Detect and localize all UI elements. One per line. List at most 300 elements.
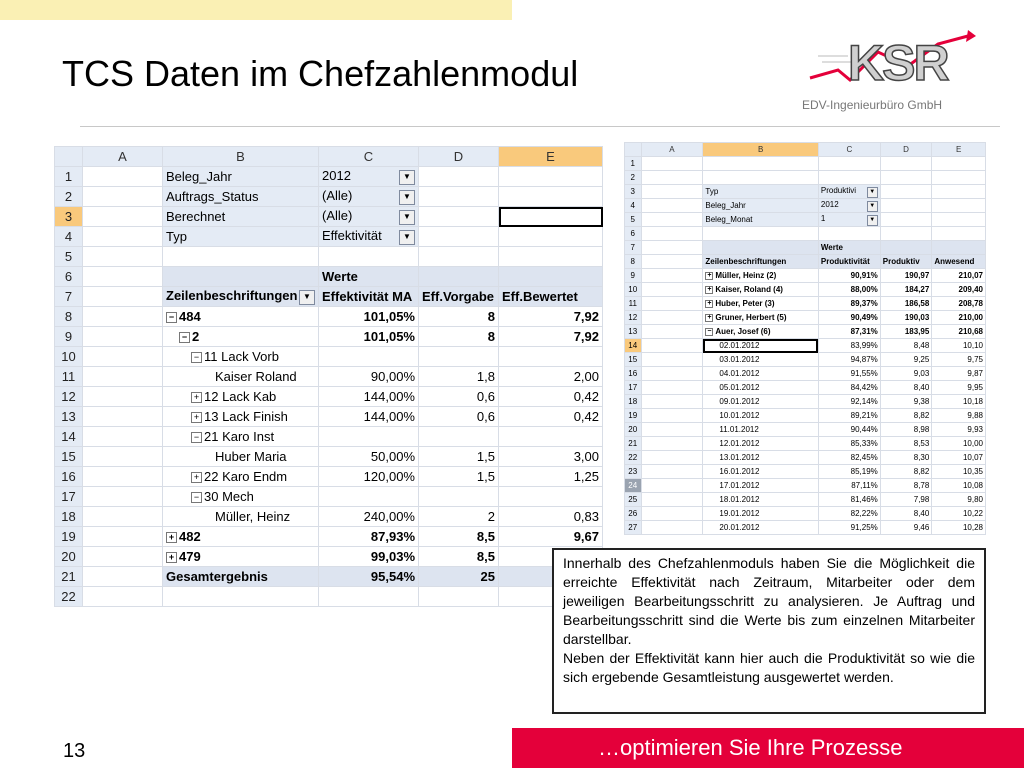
cell[interactable]: 90,49% bbox=[818, 311, 880, 325]
cell[interactable] bbox=[880, 213, 932, 227]
expand-icon[interactable]: + bbox=[191, 412, 202, 423]
pivot-row-label[interactable]: − 2 bbox=[163, 327, 319, 347]
sheet-corner[interactable] bbox=[625, 143, 642, 157]
cell[interactable]: 0,42 bbox=[499, 407, 603, 427]
cell[interactable]: 10,08 bbox=[932, 479, 986, 493]
pivot-row-label[interactable]: Beleg_Monat bbox=[703, 213, 819, 227]
row-header[interactable]: 24 bbox=[625, 479, 642, 493]
cell[interactable] bbox=[499, 267, 603, 287]
cell[interactable]: 184,27 bbox=[880, 283, 932, 297]
cell[interactable] bbox=[319, 427, 419, 447]
cell[interactable] bbox=[83, 527, 163, 547]
row-header[interactable]: 2 bbox=[55, 187, 83, 207]
pivot-row-label[interactable]: 04.01.2012 bbox=[703, 367, 819, 381]
filter-value[interactable]: (Alle) ▼ bbox=[319, 187, 419, 207]
cell[interactable]: 1,5 bbox=[419, 467, 499, 487]
cell[interactable]: 183,95 bbox=[880, 325, 932, 339]
cell[interactable] bbox=[880, 171, 932, 185]
cell[interactable] bbox=[83, 307, 163, 327]
cell[interactable]: 85,19% bbox=[818, 465, 880, 479]
pivot-row-label[interactable]: 11.01.2012 bbox=[703, 423, 819, 437]
cell[interactable]: 8 bbox=[419, 327, 499, 347]
cell[interactable]: 0,42 bbox=[499, 387, 603, 407]
cell[interactable]: 99,03% bbox=[319, 547, 419, 567]
cell[interactable] bbox=[932, 199, 986, 213]
cell[interactable]: 210,68 bbox=[932, 325, 986, 339]
pivot-row-label[interactable]: Beleg_Jahr bbox=[703, 199, 819, 213]
pivot-row-label[interactable] bbox=[703, 157, 819, 171]
expand-icon[interactable]: + bbox=[707, 285, 712, 293]
cell[interactable] bbox=[499, 187, 603, 207]
pivot-row-label[interactable]: + 482 bbox=[163, 527, 319, 547]
cell[interactable] bbox=[499, 487, 603, 507]
pivot-row-label[interactable]: Müller, Heinz bbox=[163, 507, 319, 527]
filter-active-icon[interactable]: ▼ bbox=[867, 187, 878, 198]
pivot-row-label[interactable]: + Gruner, Herbert (5) bbox=[703, 311, 819, 325]
collapse-icon[interactable]: − bbox=[191, 432, 202, 443]
cell[interactable]: 0,6 bbox=[419, 387, 499, 407]
cell[interactable] bbox=[83, 387, 163, 407]
cell[interactable] bbox=[419, 207, 499, 227]
cell[interactable]: 95,54% bbox=[319, 567, 419, 587]
cell[interactable]: 9,95 bbox=[932, 381, 986, 395]
cell[interactable] bbox=[83, 467, 163, 487]
row-header[interactable]: 27 bbox=[625, 521, 642, 535]
cell[interactable]: 9,03 bbox=[880, 367, 932, 381]
cell[interactable]: 89,21% bbox=[818, 409, 880, 423]
pivot-row-label[interactable]: − Auer, Josef (6) bbox=[703, 325, 819, 339]
pivot-row-label[interactable]: Huber Maria bbox=[163, 447, 319, 467]
row-header[interactable]: 16 bbox=[625, 367, 642, 381]
cell[interactable]: 190,97 bbox=[880, 269, 932, 283]
cell[interactable]: 240,00% bbox=[319, 507, 419, 527]
cell[interactable]: 1,5 bbox=[419, 447, 499, 467]
cell[interactable]: 209,40 bbox=[932, 283, 986, 297]
cell[interactable]: 9,67 bbox=[499, 527, 603, 547]
cell[interactable] bbox=[419, 587, 499, 607]
cell[interactable] bbox=[499, 227, 603, 247]
cell[interactable]: 8,98 bbox=[880, 423, 932, 437]
cell[interactable] bbox=[83, 487, 163, 507]
cell[interactable] bbox=[83, 567, 163, 587]
cell[interactable]: 90,00% bbox=[319, 367, 419, 387]
row-header[interactable]: 9 bbox=[625, 269, 642, 283]
cell[interactable] bbox=[83, 447, 163, 467]
cell[interactable]: 8,40 bbox=[880, 381, 932, 395]
filter-label[interactable]: Auftrags_Status bbox=[163, 187, 319, 207]
row-header[interactable]: 11 bbox=[625, 297, 642, 311]
cell[interactable]: 190,03 bbox=[880, 311, 932, 325]
cell[interactable] bbox=[83, 167, 163, 187]
cell[interactable] bbox=[641, 493, 703, 507]
cell[interactable] bbox=[932, 157, 986, 171]
cell[interactable] bbox=[641, 241, 703, 255]
cell[interactable] bbox=[83, 207, 163, 227]
cell[interactable]: 8,40 bbox=[880, 507, 932, 521]
cell[interactable] bbox=[641, 465, 703, 479]
cell[interactable]: 85,33% bbox=[818, 437, 880, 451]
cell[interactable]: 82,45% bbox=[818, 451, 880, 465]
pivot-row-label[interactable]: − 21 Karo Inst bbox=[163, 427, 319, 447]
pivot-row-label[interactable]: 05.01.2012 bbox=[703, 381, 819, 395]
pivot-row-label[interactable]: 17.01.2012 bbox=[703, 479, 819, 493]
pivot-row-label[interactable]: 20.01.2012 bbox=[703, 521, 819, 535]
row-header[interactable]: 11 bbox=[55, 367, 83, 387]
row-header[interactable]: 14 bbox=[55, 427, 83, 447]
pivot-row-label[interactable]: 03.01.2012 bbox=[703, 353, 819, 367]
column-header[interactable]: B bbox=[703, 143, 819, 157]
cell[interactable] bbox=[419, 427, 499, 447]
cell[interactable] bbox=[818, 157, 880, 171]
cell[interactable] bbox=[641, 325, 703, 339]
expand-icon[interactable]: + bbox=[166, 552, 177, 563]
pivot-row-label[interactable]: − 30 Mech bbox=[163, 487, 319, 507]
row-header[interactable]: 15 bbox=[55, 447, 83, 467]
cell[interactable]: 9,25 bbox=[880, 353, 932, 367]
cell[interactable]: 1 ▼ bbox=[818, 213, 880, 227]
cell[interactable] bbox=[319, 347, 419, 367]
cell[interactable]: 91,55% bbox=[818, 367, 880, 381]
row-header[interactable]: 13 bbox=[625, 325, 642, 339]
row-header[interactable]: 7 bbox=[55, 287, 83, 307]
row-header[interactable]: 1 bbox=[55, 167, 83, 187]
pivot-row-label[interactable] bbox=[703, 241, 819, 255]
cell[interactable]: Produktivität bbox=[818, 255, 880, 269]
cell[interactable]: 144,00% bbox=[319, 407, 419, 427]
cell[interactable]: 88,00% bbox=[818, 283, 880, 297]
filter-value[interactable]: 2012 ▼ bbox=[319, 167, 419, 187]
cell[interactable] bbox=[319, 587, 419, 607]
cell[interactable] bbox=[641, 409, 703, 423]
cell[interactable] bbox=[83, 287, 163, 307]
cell[interactable]: Anwesend bbox=[932, 255, 986, 269]
cell[interactable]: 0,83 bbox=[499, 507, 603, 527]
filter-label[interactable]: Berechnet bbox=[163, 207, 319, 227]
filter-active-icon[interactable]: ▼ bbox=[399, 230, 415, 245]
cell[interactable]: 82,22% bbox=[818, 507, 880, 521]
row-header[interactable]: 6 bbox=[625, 227, 642, 241]
cell[interactable] bbox=[932, 241, 986, 255]
cell[interactable]: 101,05% bbox=[319, 327, 419, 347]
column-header[interactable]: C bbox=[319, 147, 419, 167]
cell[interactable]: 8,48 bbox=[880, 339, 932, 353]
row-header[interactable]: 6 bbox=[55, 267, 83, 287]
pivot-values-header[interactable]: Werte bbox=[319, 267, 419, 287]
cell[interactable] bbox=[83, 507, 163, 527]
pivot-row-label[interactable]: + 22 Karo Endm bbox=[163, 467, 319, 487]
grand-total-label[interactable]: Gesamtergebnis bbox=[163, 567, 319, 587]
row-header[interactable]: 4 bbox=[55, 227, 83, 247]
row-header[interactable]: 12 bbox=[55, 387, 83, 407]
expand-icon[interactable]: + bbox=[707, 299, 712, 307]
row-header[interactable]: 12 bbox=[625, 311, 642, 325]
expand-icon[interactable]: + bbox=[166, 532, 177, 543]
pivot-row-label[interactable]: 10.01.2012 bbox=[703, 409, 819, 423]
cell[interactable]: 7,98 bbox=[880, 493, 932, 507]
cell[interactable] bbox=[641, 227, 703, 241]
cell[interactable] bbox=[83, 227, 163, 247]
column-header[interactable]: D bbox=[419, 147, 499, 167]
cell[interactable] bbox=[499, 427, 603, 447]
row-header[interactable]: 18 bbox=[625, 395, 642, 409]
cell[interactable] bbox=[641, 171, 703, 185]
row-header[interactable]: 19 bbox=[625, 409, 642, 423]
row-header[interactable]: 3 bbox=[55, 207, 83, 227]
cell[interactable]: 10,00 bbox=[932, 437, 986, 451]
cell[interactable] bbox=[419, 167, 499, 187]
cell[interactable]: 10,35 bbox=[932, 465, 986, 479]
cell[interactable]: 9,75 bbox=[932, 353, 986, 367]
cell[interactable]: 101,05% bbox=[319, 307, 419, 327]
cell[interactable]: 8,30 bbox=[880, 451, 932, 465]
cell[interactable] bbox=[419, 267, 499, 287]
pivot-row-label[interactable]: 02.01.2012 bbox=[703, 339, 819, 353]
cell[interactable] bbox=[83, 367, 163, 387]
row-header[interactable]: 17 bbox=[625, 381, 642, 395]
cell[interactable] bbox=[641, 283, 703, 297]
cell[interactable] bbox=[419, 227, 499, 247]
cell[interactable]: 208,78 bbox=[932, 297, 986, 311]
cell[interactable] bbox=[880, 227, 932, 241]
cell[interactable] bbox=[641, 199, 703, 213]
filter-label[interactable]: Typ bbox=[163, 227, 319, 247]
pivot-row-label[interactable] bbox=[703, 171, 819, 185]
cell[interactable]: 7,92 bbox=[499, 327, 603, 347]
cell[interactable]: 10,22 bbox=[932, 507, 986, 521]
row-header[interactable]: 1 bbox=[625, 157, 642, 171]
expand-icon[interactable]: + bbox=[707, 313, 712, 321]
column-header[interactable]: B bbox=[163, 147, 319, 167]
row-header[interactable]: 22 bbox=[625, 451, 642, 465]
collapse-icon[interactable]: − bbox=[191, 492, 202, 503]
cell[interactable] bbox=[932, 171, 986, 185]
pivot-row-label[interactable]: + Kaiser, Roland (4) bbox=[703, 283, 819, 297]
cell[interactable]: 210,07 bbox=[932, 269, 986, 283]
row-header[interactable]: 26 bbox=[625, 507, 642, 521]
cell[interactable]: 8,53 bbox=[880, 437, 932, 451]
pivot-row-labels-header[interactable]: Zeilenbeschriftungen ▼ bbox=[163, 287, 319, 307]
row-header[interactable]: 3 bbox=[625, 185, 642, 199]
cell[interactable] bbox=[880, 157, 932, 171]
cell[interactable]: 8,78 bbox=[880, 479, 932, 493]
collapse-icon[interactable]: − bbox=[179, 332, 190, 343]
filter-active-icon[interactable]: ▼ bbox=[399, 170, 415, 185]
row-header[interactable]: 19 bbox=[55, 527, 83, 547]
row-header[interactable]: 9 bbox=[55, 327, 83, 347]
cell[interactable] bbox=[83, 587, 163, 607]
cell[interactable] bbox=[83, 247, 163, 267]
filter-active-icon[interactable]: ▼ bbox=[867, 215, 878, 226]
cell[interactable] bbox=[641, 157, 703, 171]
cell[interactable]: 94,87% bbox=[818, 353, 880, 367]
cell[interactable] bbox=[163, 587, 319, 607]
cell[interactable] bbox=[83, 187, 163, 207]
cell[interactable]: 10,18 bbox=[932, 395, 986, 409]
cell[interactable]: 9,88 bbox=[932, 409, 986, 423]
cell[interactable]: 120,00% bbox=[319, 467, 419, 487]
cell[interactable]: 0,6 bbox=[419, 407, 499, 427]
cell[interactable] bbox=[83, 407, 163, 427]
cell[interactable]: 81,46% bbox=[818, 493, 880, 507]
cell[interactable] bbox=[641, 423, 703, 437]
filter-value[interactable]: Effektivität ▼ bbox=[319, 227, 419, 247]
cell[interactable]: 10,07 bbox=[932, 451, 986, 465]
cell[interactable] bbox=[641, 255, 703, 269]
filter-value[interactable]: (Alle) ▼ bbox=[319, 207, 419, 227]
cell[interactable]: 10,10 bbox=[932, 339, 986, 353]
dropdown-arrow-icon[interactable]: ▼ bbox=[399, 210, 415, 225]
cell[interactable]: 90,91% bbox=[818, 269, 880, 283]
cell[interactable] bbox=[641, 353, 703, 367]
cell[interactable] bbox=[641, 297, 703, 311]
cell[interactable]: 90,44% bbox=[818, 423, 880, 437]
cell[interactable] bbox=[641, 269, 703, 283]
cell[interactable]: 1,25 bbox=[499, 467, 603, 487]
column-header[interactable]: E bbox=[499, 147, 603, 167]
filter-active-icon[interactable]: ▼ bbox=[299, 290, 315, 305]
cell[interactable] bbox=[163, 247, 319, 267]
row-header[interactable]: 17 bbox=[55, 487, 83, 507]
cell[interactable] bbox=[419, 347, 499, 367]
cell[interactable] bbox=[641, 521, 703, 535]
cell[interactable]: 87,93% bbox=[319, 527, 419, 547]
pivot-row-label[interactable]: + 479 bbox=[163, 547, 319, 567]
pivot-row-label[interactable]: Kaiser Roland bbox=[163, 367, 319, 387]
pivot-row-label[interactable]: 19.01.2012 bbox=[703, 507, 819, 521]
cell[interactable]: 8 bbox=[419, 307, 499, 327]
pivot-row-label[interactable]: + Huber, Peter (3) bbox=[703, 297, 819, 311]
cell[interactable] bbox=[499, 167, 603, 187]
cell[interactable]: 9,46 bbox=[880, 521, 932, 535]
row-header[interactable]: 2 bbox=[625, 171, 642, 185]
collapse-icon[interactable]: − bbox=[191, 352, 202, 363]
row-header[interactable]: 18 bbox=[55, 507, 83, 527]
cell[interactable]: 144,00% bbox=[319, 387, 419, 407]
row-header[interactable]: 7 bbox=[625, 241, 642, 255]
cell[interactable] bbox=[641, 381, 703, 395]
cell[interactable]: 2012 ▼ bbox=[818, 199, 880, 213]
cell[interactable]: Produktivi ▼ bbox=[818, 185, 880, 199]
cell[interactable]: 8,5 bbox=[419, 527, 499, 547]
cell[interactable]: 9,93 bbox=[932, 423, 986, 437]
pivot-row-label[interactable]: Zeilenbeschriftungen bbox=[703, 255, 819, 269]
row-header[interactable]: 13 bbox=[55, 407, 83, 427]
cell[interactable]: 9,80 bbox=[932, 493, 986, 507]
row-header[interactable]: 20 bbox=[625, 423, 642, 437]
filter-label[interactable]: Beleg_Jahr bbox=[163, 167, 319, 187]
pivot-row-label[interactable]: + 13 Lack Finish bbox=[163, 407, 319, 427]
cell[interactable]: 87,11% bbox=[818, 479, 880, 493]
collapse-icon[interactable]: − bbox=[707, 327, 712, 335]
expand-icon[interactable]: + bbox=[191, 472, 202, 483]
cell[interactable] bbox=[641, 367, 703, 381]
row-header[interactable]: 4 bbox=[625, 199, 642, 213]
pivot-row-label[interactable]: 09.01.2012 bbox=[703, 395, 819, 409]
pivot-column-header[interactable]: Effektivität MA bbox=[319, 287, 419, 307]
cell[interactable]: 9,87 bbox=[932, 367, 986, 381]
cell[interactable]: 2 bbox=[419, 507, 499, 527]
cell[interactable]: 8,82 bbox=[880, 465, 932, 479]
cell[interactable]: 9,38 bbox=[880, 395, 932, 409]
row-header[interactable]: 21 bbox=[55, 567, 83, 587]
cell[interactable] bbox=[499, 347, 603, 367]
cell[interactable] bbox=[641, 213, 703, 227]
cell[interactable] bbox=[499, 247, 603, 267]
pivot-row-label[interactable]: − 484 bbox=[163, 307, 319, 327]
pivot-row-label[interactable]: 18.01.2012 bbox=[703, 493, 819, 507]
dropdown-arrow-icon[interactable]: ▼ bbox=[399, 190, 415, 205]
cell[interactable]: 8,82 bbox=[880, 409, 932, 423]
cell[interactable] bbox=[818, 227, 880, 241]
cell[interactable]: 91,25% bbox=[818, 521, 880, 535]
row-header[interactable]: 5 bbox=[55, 247, 83, 267]
cell[interactable] bbox=[880, 241, 932, 255]
cell[interactable] bbox=[419, 187, 499, 207]
cell[interactable] bbox=[641, 339, 703, 353]
cell[interactable] bbox=[641, 185, 703, 199]
pivot-row-label[interactable] bbox=[703, 227, 819, 241]
pivot-row-label[interactable]: − 11 Lack Vorb bbox=[163, 347, 319, 367]
pivot-row-label[interactable]: Typ bbox=[703, 185, 819, 199]
cell[interactable] bbox=[83, 427, 163, 447]
row-header[interactable]: 10 bbox=[625, 283, 642, 297]
column-header[interactable]: A bbox=[641, 143, 703, 157]
cell[interactable] bbox=[641, 451, 703, 465]
row-header[interactable]: 22 bbox=[55, 587, 83, 607]
cell[interactable]: 2,00 bbox=[499, 367, 603, 387]
row-header[interactable]: 25 bbox=[625, 493, 642, 507]
cell[interactable] bbox=[319, 247, 419, 267]
cell[interactable] bbox=[880, 185, 932, 199]
cell[interactable]: Werte bbox=[818, 241, 880, 255]
filter-active-icon[interactable]: ▼ bbox=[867, 201, 878, 212]
row-header[interactable]: 16 bbox=[55, 467, 83, 487]
cell[interactable]: 92,14% bbox=[818, 395, 880, 409]
cell[interactable] bbox=[818, 171, 880, 185]
cell[interactable] bbox=[641, 311, 703, 325]
cell[interactable]: 1,8 bbox=[419, 367, 499, 387]
column-header[interactable]: E bbox=[932, 143, 986, 157]
row-header[interactable]: 21 bbox=[625, 437, 642, 451]
pivot-row-label[interactable]: 12.01.2012 bbox=[703, 437, 819, 451]
cell[interactable]: 210,00 bbox=[932, 311, 986, 325]
cell[interactable] bbox=[641, 395, 703, 409]
cell[interactable] bbox=[83, 327, 163, 347]
selected-cell[interactable] bbox=[499, 207, 603, 227]
cell[interactable] bbox=[419, 487, 499, 507]
cell[interactable] bbox=[83, 347, 163, 367]
row-header[interactable]: 15 bbox=[625, 353, 642, 367]
cell[interactable]: 84,42% bbox=[818, 381, 880, 395]
column-header[interactable]: C bbox=[818, 143, 880, 157]
expand-icon[interactable]: + bbox=[707, 271, 712, 279]
column-header[interactable]: D bbox=[880, 143, 932, 157]
sheet-corner[interactable] bbox=[55, 147, 83, 167]
cell[interactable]: 10,28 bbox=[932, 521, 986, 535]
row-header[interactable]: 23 bbox=[625, 465, 642, 479]
pivot-row-label[interactable]: + Müller, Heinz (2) bbox=[703, 269, 819, 283]
pivot-row-label[interactable]: 13.01.2012 bbox=[703, 451, 819, 465]
cell[interactable] bbox=[641, 437, 703, 451]
cell[interactable]: Produktiv bbox=[880, 255, 932, 269]
cell[interactable]: 89,37% bbox=[818, 297, 880, 311]
cell[interactable] bbox=[83, 547, 163, 567]
row-header[interactable]: 5 bbox=[625, 213, 642, 227]
row-header[interactable]: 10 bbox=[55, 347, 83, 367]
cell[interactable] bbox=[932, 213, 986, 227]
cell[interactable]: 25 bbox=[419, 567, 499, 587]
cell[interactable] bbox=[932, 227, 986, 241]
